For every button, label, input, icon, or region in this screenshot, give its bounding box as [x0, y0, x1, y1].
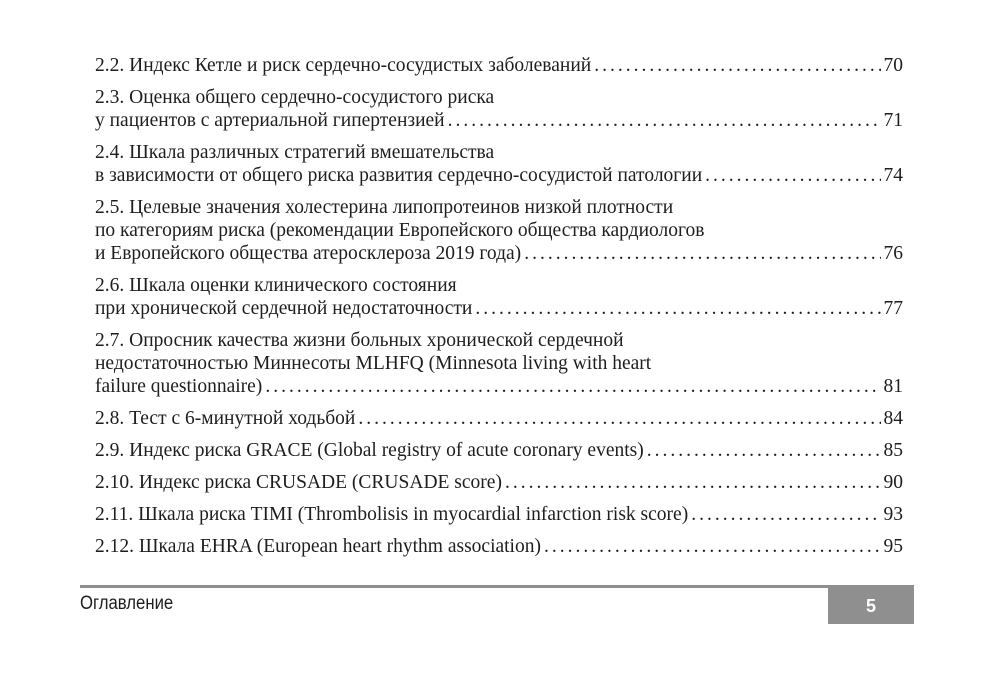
toc-page-number: 77 [883, 298, 903, 319]
toc-page-number: 85 [883, 440, 903, 461]
toc-page-number: 76 [883, 243, 903, 264]
dot-leader [475, 297, 880, 320]
dot-leader [265, 375, 880, 398]
toc-entry-title: 2.10. Индекс риска CRUSADE (CRUSADE score) [95, 472, 502, 493]
toc-entry-line [95, 471, 903, 494]
dot-leader [358, 407, 880, 430]
toc-entry-line [95, 407, 903, 430]
toc-entry-title: 2.2. Индекс Кетле и риск сердечно-сосудистых заболеваний [95, 55, 592, 76]
toc-entry-title: 2.7. Опросник качества жизни больных хронической сердечной [95, 330, 624, 351]
toc-page-number: 95 [883, 536, 903, 557]
toc-entry[interactable] [95, 54, 903, 77]
toc-page-number: 81 [883, 376, 903, 397]
toc-entry-line [95, 164, 903, 187]
footer-section-title: Оглавление [80, 593, 174, 614]
toc-entry-line [95, 297, 903, 320]
table-of-contents [95, 54, 903, 567]
toc-page-number: 70 [883, 55, 903, 76]
toc-entry-title: в зависимости от общего риска развития сердечно-сосудистой патологии [95, 165, 703, 186]
toc-entry-title: 2.8. Тест с 6-минутной ходьбой [95, 408, 356, 429]
toc-entry-title: и Европейского общества атеросклероза 2019 года) [95, 243, 522, 264]
toc-entry[interactable] [95, 329, 903, 398]
toc-entry-title: 2.12. Шкала EHRA (European heart rhythm association) [95, 536, 541, 557]
toc-entry-line [95, 242, 903, 265]
toc-entry[interactable] [95, 196, 903, 265]
toc-page-number: 84 [883, 408, 903, 429]
page-number-badge: 5 [828, 588, 914, 624]
dot-leader [691, 503, 880, 526]
toc-entry-line [95, 439, 903, 462]
toc-entry[interactable] [95, 439, 903, 462]
toc-entry-line [95, 503, 903, 526]
toc-page-number: 71 [883, 110, 903, 131]
toc-entry-line [95, 109, 903, 132]
toc-entry-title: 2.11. Шкала риска TIMI (Thrombolisis in myocardial infarction risk score) [95, 504, 689, 525]
toc-entry-title: 2.4. Шкала различных стратегий вмешательства [95, 142, 495, 163]
toc-entry-line [95, 375, 903, 398]
toc-entry-title: failure questionnaire) [95, 376, 263, 397]
toc-page-number: 74 [883, 165, 903, 186]
dot-leader [705, 164, 880, 187]
toc-entry[interactable] [95, 503, 903, 526]
toc-entry[interactable] [95, 535, 903, 558]
toc-page-number: 90 [883, 472, 903, 493]
dot-leader [448, 109, 881, 132]
toc-entry[interactable] [95, 86, 903, 132]
toc-entry-title: у пациентов с артериальной гипертензией [95, 110, 445, 131]
toc-entry[interactable] [95, 471, 903, 494]
toc-entry-title: 2.5. Целевые значения холестерина липопротеинов низкой плотности [95, 197, 674, 218]
toc-entry-title: недостаточностью Миннесоты MLHFQ (Minnesota living with heart [95, 353, 652, 374]
toc-entry-title: 2.9. Индекс риска GRACE (Global registry of acute coronary events) [95, 440, 644, 461]
footer-divider [80, 585, 914, 588]
dot-leader [594, 54, 880, 77]
toc-entry[interactable] [95, 407, 903, 430]
toc-entry-title: 2.3. Оценка общего сердечно-сосудистого риска [95, 87, 495, 108]
toc-page-number: 93 [883, 504, 903, 525]
toc-entry-line [95, 54, 903, 77]
dot-leader [505, 471, 881, 494]
toc-entry-line [95, 535, 903, 558]
toc-entry-title: при хронической сердечной недостаточности [95, 298, 473, 319]
toc-entry-title: 2.6. Шкала оценки клинического состояния [95, 275, 457, 296]
toc-entry-title: по категориям риска (рекомендации Европейского общества кардиологов [95, 220, 705, 241]
toc-entry[interactable] [95, 274, 903, 320]
toc-entry[interactable] [95, 141, 903, 187]
dot-leader [524, 242, 880, 265]
dot-leader [544, 535, 881, 558]
dot-leader [647, 439, 881, 462]
